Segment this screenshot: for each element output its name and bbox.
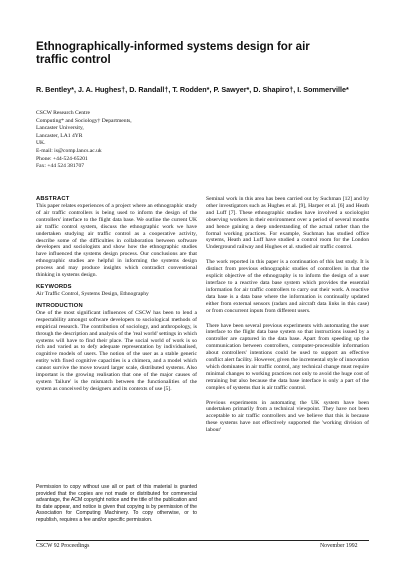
keywords-text: Air Traffic Control, Systems Design, Ethnography <box>36 290 149 297</box>
footer-divider <box>36 540 369 541</box>
body-paragraph: There have been several previous experiments with automating the user interface to the flight data base system so that instructions issued by a controller are captured in the data base. Apart from speeding up the communication between controllers, computer-processible information about controllers' intentions could be used to support an effective conflict alert facility. However, given the incremental style of innovation which dominates in air traffic control, any technical change must require minimal changes to working practices not only to avoid the huge cost of retraining but also because the data base interface is only a part of the complex of systems that is air traffic control. <box>206 322 369 391</box>
affiliation-line: Lancaster University, <box>36 125 84 132</box>
affiliation-fax: Fax: +44 524 381707 <box>36 163 85 170</box>
footer-date: November 1992 <box>320 543 358 549</box>
abstract-text: This paper relates experiences of a project where an ethnographic study of air traffic controllers is being used to inform the design of the controllers' interface to the flight data base. We outline the current UK air traffic control system, discuss the ethnographic work we have undertaken studying air traffic control as a cooperative activity, describe some of the difficulties in collaboration between software developers and sociologists and show how the ethnographic studies have influenced the systems design process. Our conclusions are that ethnographic studies are helpful in informing the systems design process and may produce insights which contradict conventional thinking in systems design. <box>36 203 197 279</box>
author-list: R. Bentley*, J. A. Hughes†, D. Randall†, T. Rodden*, P. Sawyer*, D. Shapiro†, I. Sommerville* <box>36 85 349 94</box>
affiliation-block <box>36 110 236 171</box>
affiliation-line: CSCW Research Centre <box>36 110 90 116</box>
right-column <box>206 196 369 434</box>
body-paragraph: Seminal work in this area has been carried out by Suchman [12] and by other investigators such as Hughes et al. [9], Harper et al. [6] and Heath and Luff [7]. These ethnographic studies have involved a sociologist observing workers in their environment over a period of several months and hence gaining a deep understanding of the actual rather than the formal working practices. For example, Suchman has studied office systems, Heath and Luff have studied a control room for the London Underground railway and Hughes et al. studied air traffic control. <box>206 196 369 251</box>
body-paragraph: The work reported in this paper is a continuation of this last study. It is distinct from previous ethnographic studies of controllers in that the explicit objective of the ethnography is to inform the design of a user interface to a reactive data base system which provides the essential information for air traffic controllers to carry out their work. A reactive data base is a data base where the information is continually updated either from external sensors (radars and aircraft data links in this case) or from concurrent inputs from different users. <box>206 259 369 314</box>
left-column <box>36 196 197 393</box>
body-paragraph: Previous experiments in automating the UK system have been undertaken primarily from a technical viewpoint. They have not been acceptable to air traffic controllers and we believe that this is because these systems have not effectively supported the 'working division of labour' <box>206 399 369 434</box>
abstract-heading: ABSTRACT <box>36 196 70 202</box>
affiliation-phone: Phone: +44-524-65201 <box>36 155 88 162</box>
affiliation-line: Lancaster, LA1 4YR <box>36 132 83 139</box>
affiliation-line: UK. <box>36 140 46 147</box>
paper-title: Ethnographically-informed systems design for air traffic control <box>36 40 310 66</box>
footer-proceedings: CSCW 92 Proceedings <box>36 543 90 549</box>
keywords-heading: KEYWORDS <box>36 283 72 290</box>
introduction-text: One of the most significant influences of CSCW has been to lend a respectability amongst software developers to sociological methods of empirical research. The contribution of sociology, and anthropology, is through the description and analysis of the 'real world' settings in which systems will have to find their place. The social world of work is so rich and varied as to defy adequate representation by individualised, cognitive models of users. The notion of the user as a stable generic entity with fixed cognitive capacities is a chimera, and a model which cannot survive the move toward larger scale, distributed systems. Also important is the growing realisation that one of the major causes of system 'failure' is the mismatch between the functionalities of the system as conceived by designers and its contexts of use [5]. <box>36 309 197 392</box>
affiliation-email: E-mail: is@comp.lancs.ac.uk <box>36 147 102 154</box>
permission-notice: Permission to copy without use all or part of this material is granted provided that the copies are not made or distributed for commercial advantage, the ACM copyright notice and the title of the publication and its date appear, and notice is given that copying is by permission of the Association for Computing Machinery. To copy otherwise, or to republish, requires a fee and/or specific permission. <box>36 484 197 523</box>
affiliation-line: Computing* and Sociology† Departments, <box>36 117 132 124</box>
introduction-heading: INTRODUCTION <box>36 302 83 309</box>
